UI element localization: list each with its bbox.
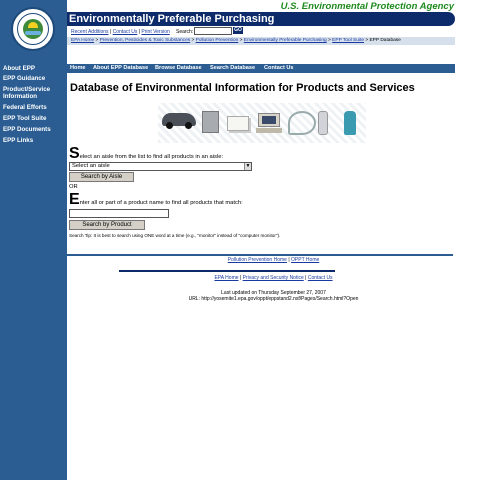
divider — [119, 270, 335, 272]
cleaner-bottle-icon — [344, 111, 356, 135]
pollution-prevention-home-link[interactable]: Pollution Prevention Home — [227, 257, 287, 263]
paper-icon — [227, 116, 249, 131]
divider — [67, 254, 453, 256]
utility-links: Recent Additions | Contact Us | Print Version — [71, 29, 170, 35]
breadcrumb-epa-home[interactable]: EPA Home — [71, 38, 95, 43]
breadcrumb: EPA Home > Prevention, Pesticides & Toxic Substances > Pollution Prevention > Environmentally Preferable Purchasing > EPP Tool Suite > EPP Database — [67, 37, 455, 45]
spray-bottle-icon — [318, 111, 328, 135]
nav-about-epp-database[interactable]: About EPP Database — [93, 65, 149, 71]
title-bar — [67, 12, 455, 26]
nav-contact-us[interactable]: Contact Us — [264, 65, 294, 71]
breadcrumb-pesticides[interactable]: Prevention, Pesticides & Toxic Substances — [99, 38, 191, 43]
nav-search-database[interactable]: Search Database — [210, 65, 256, 71]
aisle-instruction: Select an aisle from the list to find all products in an aisle: — [69, 145, 224, 162]
search-by-aisle-button[interactable]: Search by Aisle — [69, 172, 134, 182]
or-separator: OR — [69, 184, 78, 190]
page-title: Database of Environmental Information for Products and Services — [70, 82, 415, 94]
print-version-link[interactable]: Print Version — [141, 29, 170, 35]
search-by-product-button[interactable]: Search by Product — [69, 220, 145, 230]
sidebar-item-epp-documents[interactable]: EPP Documents — [3, 126, 51, 133]
breadcrumb-tool-suite[interactable]: EPP Tool Suite — [332, 38, 364, 43]
chevron-down-icon[interactable]: ▼ — [245, 163, 251, 169]
footer-links-bottom: EPA Home | Privacy and Security Notice | Contact Us — [214, 275, 333, 281]
aisle-select[interactable]: Select an aisle ▼ — [69, 162, 252, 171]
laptop-icon — [258, 113, 280, 127]
search-label: Search: — [176, 29, 194, 35]
breadcrumb-pollution-prevention[interactable]: Pollution Prevention — [195, 38, 239, 43]
agency-name[interactable]: U.S. Environmental Protection Agency — [280, 1, 454, 12]
nav-home[interactable]: Home — [70, 65, 86, 71]
page-url: URL: http://yosemite1.epa.gov/oppt/eppstand2.nsf/Pages/Search.html?Open — [188, 296, 359, 302]
recent-additions-link[interactable]: Recent Additions — [71, 29, 109, 35]
breadcrumb-current: EPP Database — [369, 38, 401, 43]
epa-home-link[interactable]: EPA Home — [214, 275, 239, 281]
search-input[interactable] — [194, 27, 232, 35]
sidebar-item-epp-links[interactable]: EPP Links — [3, 137, 34, 144]
contact-us-link[interactable]: Contact Us — [112, 29, 138, 35]
privacy-notice-link[interactable]: Privacy and Security Notice — [242, 275, 304, 281]
car-icon — [162, 113, 196, 126]
footer-contact-us-link[interactable]: Contact Us — [307, 275, 333, 281]
product-images-banner — [158, 103, 366, 143]
oppt-home-link[interactable]: OPPT Home — [291, 257, 320, 263]
product-name-input[interactable] — [69, 209, 169, 218]
go-button[interactable]: GO — [234, 27, 242, 33]
breadcrumb-epp[interactable]: Environmentally Preferable Purchasing — [243, 38, 327, 43]
epa-seal-icon[interactable] — [11, 7, 55, 51]
nav-bar — [67, 64, 455, 73]
search-tip: Search Tip: It is best to search using ONE word at a time (e.g., "monitor" instead of "computer monitor"). — [69, 233, 281, 238]
sidebar-item-about-epp[interactable]: About EPP — [3, 65, 35, 72]
recycling-bin-icon — [202, 111, 219, 133]
product-instruction: Enter all or part of a product name to find all products that match: — [69, 191, 243, 208]
footer-links-top: Pollution Prevention Home | OPPT Home — [227, 257, 320, 263]
sidebar-item-epp-tool-suite[interactable]: EPP Tool Suite — [3, 115, 47, 122]
last-updated: Last updated on Thursday September 27, 2007 — [221, 290, 326, 296]
sidebar-item-product-service-information[interactable]: Product/Service Information — [3, 86, 51, 100]
sidebar-item-epp-guidance[interactable]: EPP Guidance — [3, 75, 46, 82]
left-sidebar — [0, 0, 67, 480]
site-title: Environmentally Preferable Purchasing — [69, 13, 275, 25]
sidebar-item-federal-efforts[interactable]: Federal Efforts — [3, 104, 47, 111]
nav-browse-database[interactable]: Browse Database — [155, 65, 202, 71]
cable-icon — [288, 111, 316, 135]
